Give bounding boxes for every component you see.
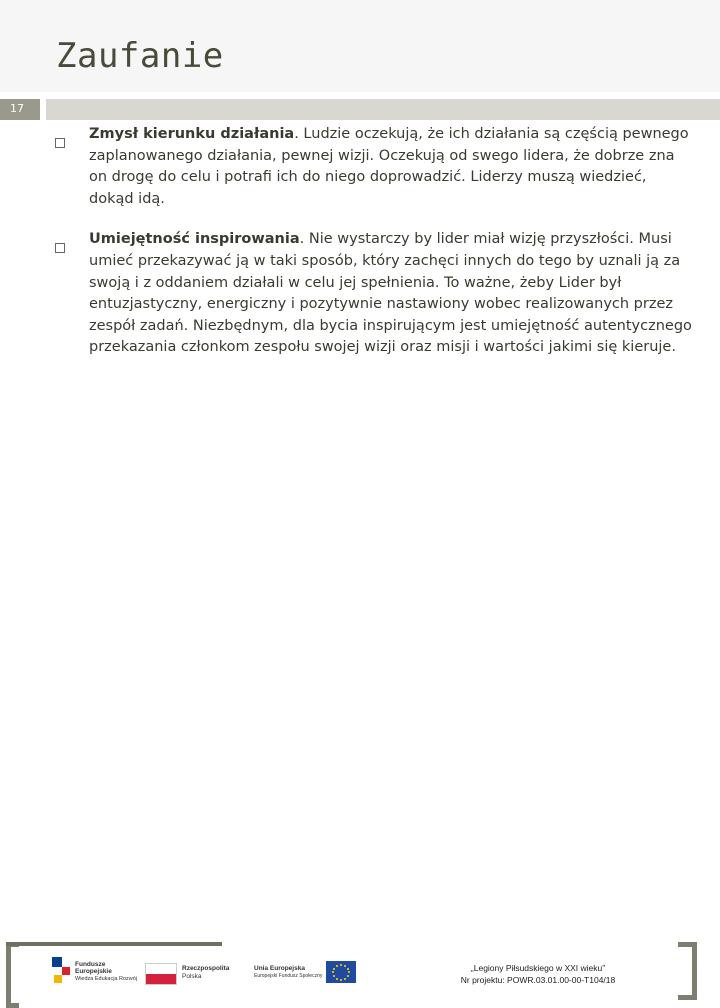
project-info [428, 962, 648, 986]
project-number: Nr projektu: POWR.03.01.00-00-T104/18 [460, 975, 616, 985]
eu-flag-icon [326, 961, 356, 983]
slide-title: Zaufanie [56, 36, 224, 76]
logo-eu-line1: Unia Europejska [254, 965, 305, 972]
logo-fe-line2: Europejskie [75, 968, 112, 975]
slide-number: 17 [10, 102, 24, 115]
logo-fe-line3: Wiedza Edukacja Rozwój [75, 976, 138, 982]
bullet-list [54, 124, 694, 378]
bullet-heading: Zmysł kierunku działania [89, 126, 295, 142]
square-bullet-icon [55, 138, 65, 148]
logo-fe-line1: Fundusze [75, 961, 106, 968]
bullet-item [54, 229, 694, 359]
square-bullet-icon [55, 243, 65, 253]
header-rule [46, 99, 720, 120]
logo-rp-line1: Rzeczpospolita [182, 965, 230, 972]
logo-rp-line2: Polska [182, 973, 202, 980]
polish-flag-icon [145, 963, 177, 985]
bullet-heading: Umiejętność inspirowania [89, 231, 300, 248]
bullet-text: . Ludzie oczekują, że ich działania są częścią pewnego zaplanowanego działania, pewnej wizji. Oczekują od swego lidera, że dobrze zna on drogę do celu i potrafi ich do niego doprowadzić. Liderzy muszą wiedzieć, dokąd idą. [89, 126, 689, 207]
footer-top-bar [6, 942, 222, 946]
fundusze-europejskie-logo-icon [52, 957, 72, 987]
bullet-item [54, 124, 694, 210]
right-bracket-decoration [678, 942, 697, 1000]
bullet-text: . Nie wystarczy by lider miał wizję przyszłości. Musi umieć przekazywać ją w taki sposób, który zachęci innych do tego by uznali ją za swoją i z oddaniem działali w celu jej spełnienia. To ważne, żeby Lider był entuzjastyczny, energiczny i pozytywnie nastawiony wobec realizowanych przez zespół zadań. Niezbędnym, dla bycia inspirującym jest umiejętność autentycznego przekazania członkom zespołu swojej wizji oraz misji i wartości jakimi się kieruje. [89, 231, 692, 356]
logo-eu-line2: Europejski Fundusz Społeczny [254, 973, 323, 979]
left-bracket-decoration [6, 942, 19, 1008]
footer [0, 468, 720, 985]
project-name: „Legiony Piłsudskiego w XXI wieku” [470, 963, 606, 973]
